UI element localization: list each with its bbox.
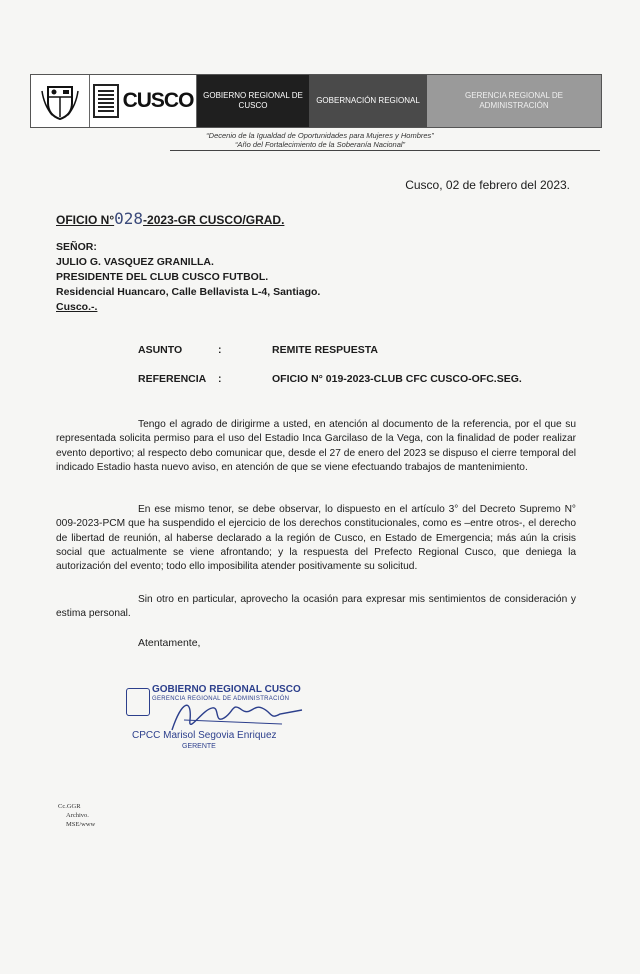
closing: Atentamente,: [138, 637, 201, 649]
body-paragraph-1: Tengo el agrado de dirigirme a usted, en atención al documento de la referencia, por el que su representada solicita permiso para el uso del Estadio Inca Garcilaso de la Vega, con la finalidad de poder realizar evento deportivo; al respecto debo comunicar que, desde el 27 de enero del 2023 se dispuso el cierre temporal del indicado Estadio hasta nuevo aviso, en atención de que se viene efectuando trabajos de mantenimiento.: [56, 419, 576, 473]
letterhead: [30, 74, 602, 128]
motto-line-2: “Año del Fortalecimiento de la Soberanía Nacional”: [234, 140, 406, 149]
header-divider: [170, 150, 600, 151]
signature-stamp: [122, 682, 322, 772]
stamp-line-1: GOBIERNO REGIONAL CUSCO: [152, 684, 301, 695]
stamp-title: GERENTE: [182, 743, 216, 750]
header-cell-gerencia: GERENCIA REGIONAL DE ADMINISTRACIÓN: [427, 75, 601, 127]
oficio-handwritten-number: 028: [114, 209, 144, 228]
cc-line-2: Archivo.: [66, 812, 89, 819]
header-cell-gobierno: GOBIERNO REGIONAL DE CUSCO: [197, 75, 309, 127]
stamp-seal-icon: [126, 688, 150, 716]
body-paragraph-3: Sin otro en particular, aprovecho la ocasión para expresar mis sentimientos de consideración y estima personal.: [56, 594, 576, 620]
asunto-value: REMITE RESPUESTA: [272, 344, 378, 356]
cc-line-1: Cc.GGR: [58, 803, 81, 810]
cusco-logo-mark-icon: [93, 84, 119, 118]
header-cell-gobernacion: GOBERNACIÓN REGIONAL: [309, 75, 427, 127]
motto-line-1: “Decenio de la Igualdad de Oportunidades para Mujeres y Hombres”: [206, 131, 434, 140]
addressee-city: Cusco.-.: [56, 301, 98, 313]
stamp-signer: CPCC Marisol Segovia Enriquez: [132, 730, 277, 741]
peru-coat-of-arms-icon: [31, 75, 90, 127]
asunto-separator: :: [218, 344, 222, 356]
addressee-role: PRESIDENTE DEL CLUB CUSCO FUTBOL.: [56, 271, 269, 283]
addressee-block: [56, 240, 320, 315]
body-paragraph-2: En ese mismo tenor, se debe observar, lo dispuesto en el artículo 3° del Decreto Supremo N° 009-2023-PCM que ha suspendido el ejercicio de los derechos constitucionales, como es –entre otros-, el derecho de libertad de reunión, al haberse declarado a la región de Cusco, en Estado de Emergencia; más aún la crisis social que actualmente se viene afrontando; y la respuesta del Prefecto Regional Cusco, que deniega la autorización del evento; todo ello imposibilita atender positivamente su solicitud.: [56, 504, 576, 573]
cc-line-3: MSE/www: [66, 821, 96, 828]
referencia-separator: :: [218, 373, 222, 385]
oficio-prefix: OFICIO N°: [56, 213, 115, 227]
letter-date: Cusco, 02 de febrero del 2023.: [405, 178, 570, 192]
cusco-logo-word: CUSCO: [122, 89, 194, 112]
stamp-line-2: GERENCIA REGIONAL DE ADMINISTRACIÓN: [152, 696, 290, 702]
oficio-number: [56, 209, 284, 228]
addressee-address: Residencial Huancaro, Calle Bellavista L-4, Santiago.: [56, 286, 321, 298]
oficio-suffix: -2023-GR CUSCO/GRAD.: [143, 213, 285, 227]
cusco-logo: [90, 75, 197, 127]
asunto-label: ASUNTO: [138, 344, 183, 356]
addressee-name: JULIO G. VASQUEZ GRANILLA.: [56, 256, 214, 268]
carbon-copy: [58, 802, 95, 829]
salutation: SEÑOR:: [56, 241, 97, 253]
referencia-value: OFICIO N° 019-2023-CLUB CFC CUSCO-OFC.SEG.: [272, 373, 522, 385]
referencia-label: REFERENCIA: [138, 373, 207, 385]
